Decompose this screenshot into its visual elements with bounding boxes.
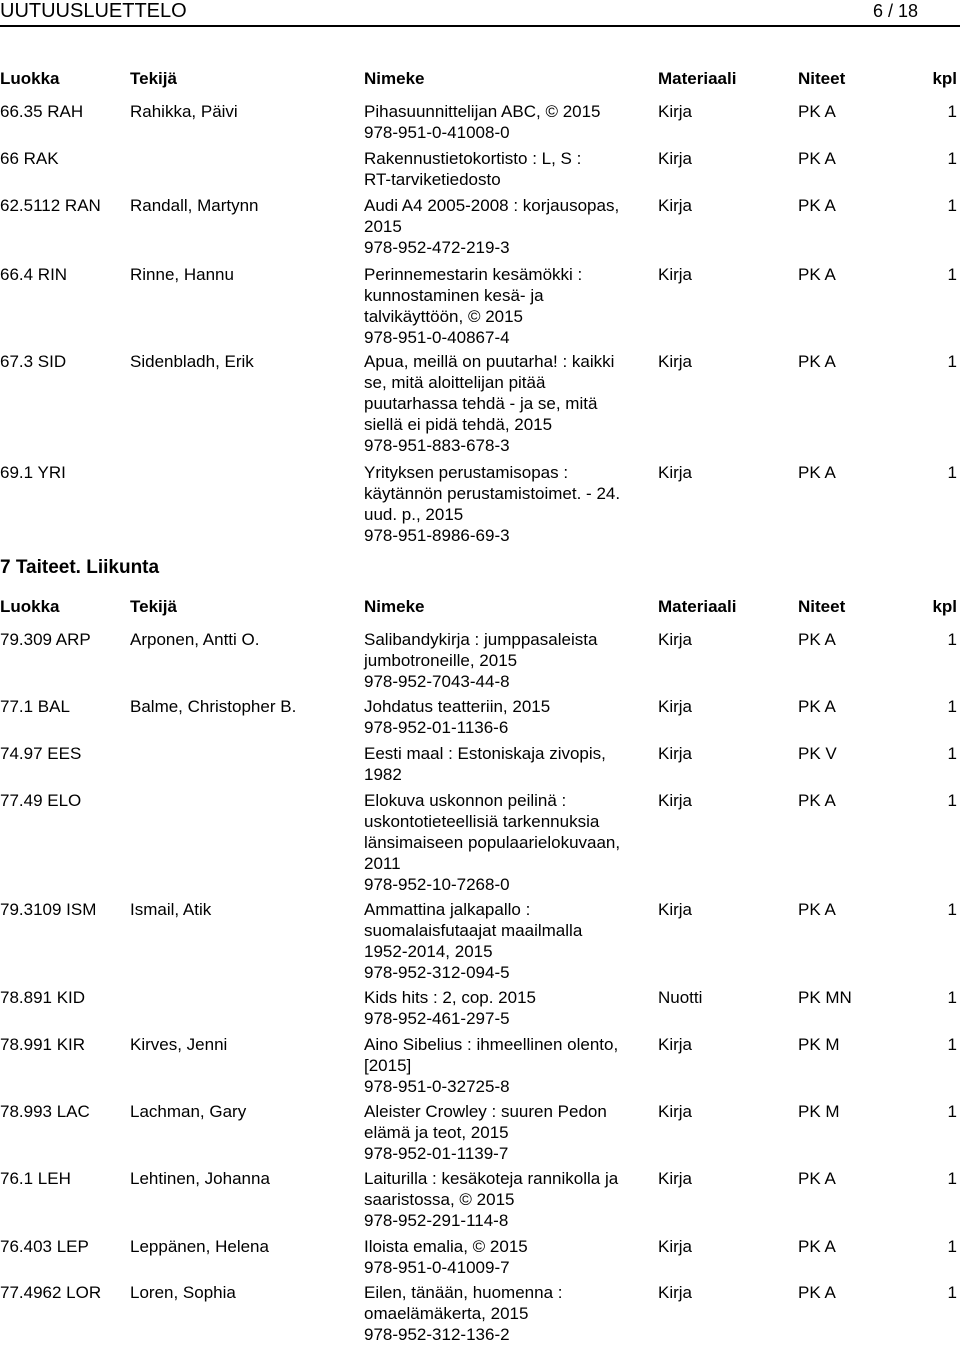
row-kpl: 1 [947, 697, 957, 716]
row-luokka: 77.4962 LOR [0, 1283, 102, 1302]
row-kpl: 1 [947, 988, 957, 1007]
row-kpl: 1 [947, 744, 957, 763]
column-header-tekija: Tekijä [130, 69, 177, 88]
row-nimeke [364, 148, 650, 190]
row-niteet: PK A [798, 102, 836, 121]
row-materiaali: Kirja [658, 196, 693, 215]
nimeke-line: 978-951-883-678-3 [364, 436, 510, 455]
row-luokka: 79.309 ARP [0, 630, 91, 649]
page-number: 6 / 18 [872, 1, 918, 21]
row-niteet: PK A [798, 900, 836, 919]
column-header-niteet: Niteet [798, 69, 846, 88]
row-materiaali: Kirja [658, 463, 693, 482]
row-materiaali: Kirja [658, 744, 693, 763]
row-kpl: 1 [947, 791, 957, 810]
row-nimeke [364, 101, 650, 143]
row-tekija: Lachman, Gary [130, 1102, 247, 1121]
row-niteet: PK A [798, 196, 836, 215]
row-luokka: 69.1 YRI [0, 463, 66, 482]
row-luokka: 78.991 KIR [0, 1035, 86, 1054]
row-nimeke [364, 696, 650, 738]
row-nimeke [364, 264, 650, 348]
row-niteet: PK A [798, 630, 836, 649]
row-niteet: PK A [798, 352, 836, 371]
row-tekija: Rahikka, Päivi [130, 102, 238, 121]
row-materiaali: Kirja [658, 697, 693, 716]
row-tekija: Lehtinen, Johanna [130, 1169, 270, 1188]
row-nimeke [364, 1034, 650, 1097]
nimeke-line: se, mitä aloittelijan pitää [364, 373, 546, 392]
row-nimeke [364, 790, 650, 895]
column-header-luokka: Luokka [0, 597, 60, 616]
row-luokka: 76.403 LEP [0, 1237, 89, 1256]
row-materiaali: Kirja [658, 791, 693, 810]
row-kpl: 1 [947, 352, 957, 371]
column-header-materiaali: Materiaali [658, 597, 737, 616]
row-materiaali: Kirja [658, 1169, 693, 1188]
nimeke-line: 978-952-312-094-5 [364, 963, 510, 982]
row-materiaali: Kirja [658, 1237, 693, 1256]
row-nimeke [364, 1236, 650, 1278]
nimeke-line: 978-951-0-32725-8 [364, 1077, 510, 1096]
row-luokka: 78.993 LAC [0, 1102, 90, 1121]
nimeke-line: 978-952-472-219-3 [364, 238, 510, 257]
nimeke-line: Perinnemestarin kesämökki : [364, 265, 583, 284]
row-kpl: 1 [947, 1237, 957, 1256]
row-nimeke [364, 1168, 650, 1231]
row-kpl: 1 [947, 1283, 957, 1302]
row-niteet: PK A [798, 1237, 836, 1256]
nimeke-line: siellä ei pidä tehdä, 2015 [364, 415, 553, 434]
row-niteet: PK A [798, 463, 836, 482]
section-title: 7 Taiteet. Liikunta [0, 557, 160, 578]
row-luokka: 66.35 RAH [0, 102, 84, 121]
nimeke-line: kunnostaminen kesä- ja [364, 286, 544, 305]
nimeke-line: elämä ja teot, 2015 [364, 1123, 509, 1142]
row-materiaali: Kirja [658, 630, 693, 649]
row-materiaali: Kirja [658, 1035, 693, 1054]
row-luokka: 66 RAK [0, 149, 59, 168]
row-tekija: Ismail, Atik [130, 900, 212, 919]
nimeke-line: Aino Sibelius : ihmeellinen olento, [364, 1035, 619, 1054]
row-kpl: 1 [947, 265, 957, 284]
row-kpl: 1 [947, 1169, 957, 1188]
row-materiaali: Kirja [658, 1283, 693, 1302]
row-tekija: Arponen, Antti O. [130, 630, 260, 649]
row-niteet: PK A [798, 791, 836, 810]
nimeke-line: RT-tarviketiedosto [364, 170, 501, 189]
row-luokka: 77.1 BAL [0, 697, 70, 716]
row-niteet: PK M [798, 1102, 840, 1121]
row-nimeke [364, 351, 650, 456]
row-materiaali: Kirja [658, 352, 693, 371]
row-luokka: 74.97 EES [0, 744, 82, 763]
nimeke-line: Audi A4 2005-2008 : korjausopas, [364, 196, 620, 215]
nimeke-line: Pihasuunnittelijan ABC, © 2015 [364, 102, 601, 121]
row-luokka: 79.3109 ISM [0, 900, 97, 919]
row-materiaali: Kirja [658, 265, 693, 284]
nimeke-line: Aleister Crowley : suuren Pedon [364, 1102, 607, 1121]
nimeke-line: 978-951-8986-69-3 [364, 526, 510, 545]
row-tekija: Sidenbladh, Erik [130, 352, 254, 371]
row-luokka: 62.5112 RAN [0, 196, 101, 215]
nimeke-line: saaristossa, © 2015 [364, 1190, 515, 1209]
nimeke-line: suomalaisfutaajat maailmalla [364, 921, 583, 940]
row-kpl: 1 [947, 196, 957, 215]
nimeke-line: 978-951-0-40867-4 [364, 328, 510, 347]
column-header-row [0, 68, 960, 89]
row-materiaali: Kirja [658, 149, 693, 168]
page-title: UUTUUSLUETTELO [0, 0, 187, 22]
nimeke-line: Eesti maal : Estoniskaja zivopis, [364, 744, 606, 763]
row-niteet: PK A [798, 1169, 836, 1188]
nimeke-line: Laiturilla : kesäkoteja rannikolla ja [364, 1169, 619, 1188]
row-kpl: 1 [947, 463, 957, 482]
column-header-materiaali: Materiaali [658, 69, 737, 88]
nimeke-line: Kids hits : 2, cop. 2015 [364, 988, 536, 1007]
column-header-tekija: Tekijä [130, 597, 177, 616]
row-materiaali: Nuotti [658, 988, 703, 1007]
nimeke-line: 978-952-291-114-8 [364, 1211, 509, 1230]
column-header-luokka: Luokka [0, 69, 60, 88]
nimeke-line: Rakennustietokortisto : L, S : [364, 149, 582, 168]
row-niteet: PK M [798, 1035, 840, 1054]
header-divider [0, 25, 960, 27]
nimeke-line: 978-951-0-41008-0 [364, 123, 510, 142]
row-niteet: PK A [798, 1283, 836, 1302]
row-kpl: 1 [947, 630, 957, 649]
row-nimeke [364, 743, 650, 785]
nimeke-line: talvikäyttöön, © 2015 [364, 307, 524, 326]
row-nimeke [364, 1101, 650, 1164]
nimeke-line: 978-952-01-1139-7 [364, 1144, 509, 1163]
nimeke-line: Eilen, tänään, huomenna : [364, 1283, 563, 1302]
row-tekija: Leppänen, Helena [130, 1237, 269, 1256]
nimeke-line: 978-952-01-1136-6 [364, 718, 509, 737]
nimeke-line: 2011 [364, 854, 401, 873]
row-luokka: 66.4 RIN [0, 265, 68, 284]
row-materiaali: Kirja [658, 1102, 693, 1121]
nimeke-line: 2015 [364, 217, 402, 236]
row-kpl: 1 [947, 149, 957, 168]
row-niteet: PK V [798, 744, 837, 763]
nimeke-line: 978-952-461-297-5 [364, 1009, 510, 1028]
row-tekija: Randall, Martynn [130, 196, 259, 215]
row-luokka: 78.891 KID [0, 988, 86, 1007]
column-header-nimeke: Nimeke [364, 597, 425, 616]
row-niteet: PK A [798, 697, 836, 716]
row-nimeke [364, 899, 650, 983]
nimeke-line: Apua, meillä on puutarha! : kaikki [364, 352, 615, 371]
row-tekija: Kirves, Jenni [130, 1035, 228, 1054]
row-nimeke [364, 629, 650, 692]
nimeke-line: Salibandykirja : jumppasaleista [364, 630, 598, 649]
nimeke-line: Elokuva uskonnon peilinä : [364, 791, 567, 810]
row-kpl: 1 [947, 900, 957, 919]
row-niteet: PK MN [798, 988, 852, 1007]
row-kpl: 1 [947, 1035, 957, 1054]
row-luokka: 76.1 LEH [0, 1169, 71, 1188]
nimeke-line: 978-952-312-136-2 [364, 1325, 510, 1344]
row-materiaali: Kirja [658, 900, 693, 919]
nimeke-line: uskontotieteellisiä tarkennuksia [364, 812, 600, 831]
column-header-kpl: kpl [932, 69, 957, 88]
column-header-nimeke: Nimeke [364, 69, 425, 88]
nimeke-line: Ammattina jalkapallo : [364, 900, 531, 919]
nimeke-line: puutarhassa tehdä - ja se, mitä [364, 394, 598, 413]
nimeke-line: 978-952-7043-44-8 [364, 672, 510, 691]
nimeke-line: käytännön perustamistoimet. - 24. [364, 484, 621, 503]
row-tekija: Rinne, Hannu [130, 265, 234, 284]
nimeke-line: 978-952-10-7268-0 [364, 875, 510, 894]
row-nimeke [364, 462, 650, 546]
row-kpl: 1 [947, 1102, 957, 1121]
nimeke-line: Yrityksen perustamisopas : [364, 463, 569, 482]
nimeke-line: 1982 [364, 765, 402, 784]
nimeke-line: omaelämäkerta, 2015 [364, 1304, 529, 1323]
row-materiaali: Kirja [658, 102, 693, 121]
nimeke-line: [2015] [364, 1056, 412, 1075]
row-nimeke [364, 195, 650, 258]
column-header-niteet: Niteet [798, 597, 846, 616]
row-niteet: PK A [798, 149, 836, 168]
row-tekija: Loren, Sophia [130, 1283, 236, 1302]
row-luokka: 67.3 SID [0, 352, 67, 371]
column-header-row [0, 596, 960, 617]
row-luokka: 77.49 ELO [0, 791, 82, 810]
nimeke-line: 978-951-0-41009-7 [364, 1258, 510, 1277]
nimeke-line: länsimaiseen populaarielokuvaan, [364, 833, 621, 852]
nimeke-line: 1952-2014, 2015 [364, 942, 493, 961]
row-nimeke [364, 1282, 650, 1345]
row-nimeke [364, 987, 650, 1029]
row-tekija: Balme, Christopher B. [130, 697, 297, 716]
nimeke-line: Johdatus teatteriin, 2015 [364, 697, 551, 716]
column-header-kpl: kpl [932, 597, 957, 616]
row-niteet: PK A [798, 265, 836, 284]
nimeke-line: jumbotroneille, 2015 [364, 651, 518, 670]
nimeke-line: uud. p., 2015 [364, 505, 464, 524]
row-kpl: 1 [947, 102, 957, 121]
nimeke-line: Iloista emalia, © 2015 [364, 1237, 528, 1256]
